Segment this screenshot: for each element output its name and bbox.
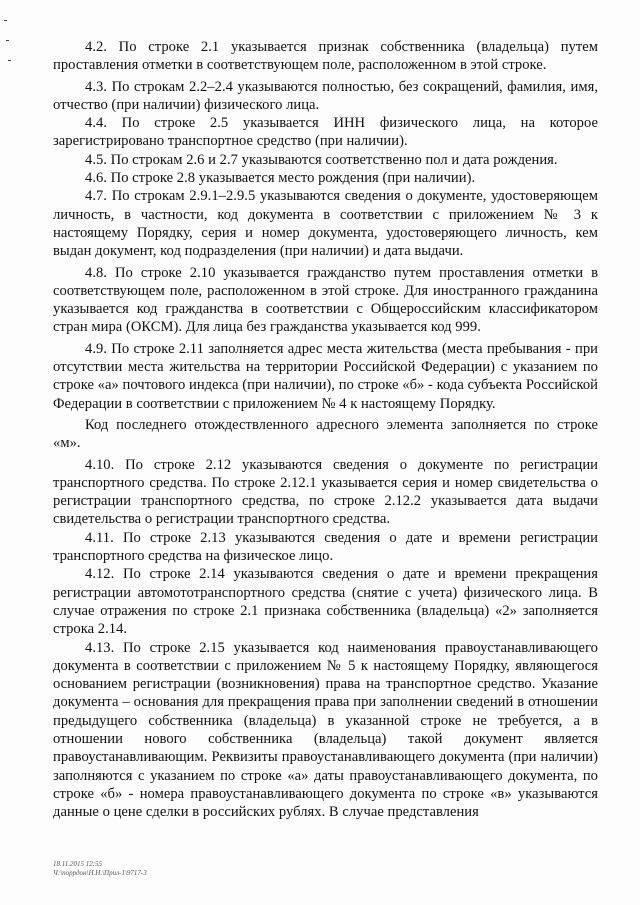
document-footer: [53, 860, 147, 878]
paragraph-address-code: Код последнего отождествленного адресного элемента заполняется по строке «м».: [53, 416, 598, 452]
document-body: [53, 38, 598, 821]
paragraph-4-13: 4.13. По строке 2.15 указывается код наименования правоустанавливающего документа в соответствии с приложением № 5 к настоящему Порядку, являющегося основанием регистрации (возникновения) права на транспортное средство. Указание документа – основания для прекращения права при заполнении сведений в отношении предыдущего собственника (владельца) в указанной строке не требуется, а в отношении нового собственника (владельца) такой документ является правоустанавливающим. Реквизиты правоустанавливающего документа (при наличии) заполняются с указанием по строке «а» даты правоустанавливающего документа, по строке «б» - номера правоустанавливающего документа по строке «в» указываются данные о цене сделки в российских рублях. В случае представления: [53, 639, 598, 821]
footer-file-path: Ч:\поррдон\Н.Н.\Прил-1\9717-3: [53, 869, 147, 877]
paragraph-4-2: 4.2. По строке 2.1 указывается признак собственника (владельца) путем проставления отметки в соответствующем поле, расположенном в этой строке.: [53, 39, 598, 74]
paragraph-4-10: 4.10. По строке 2.12 указываются сведения о документе по регистрации транспортного средства. По строке 2.12.1 указывается серия и номер свидетельства о регистрации транспортного средства, по строке 2.12.2 указывается дата выдачи свидетельства о регистрации транспортного средства.: [53, 456, 598, 528]
paragraph-4-4: 4.4. По строке 2.5 указывается ИНН физического лица, на которое зарегистрировано транспортное средство (при наличии).: [53, 115, 598, 150]
footer-timestamp: 18.11.2015 12:55: [53, 860, 103, 868]
paragraph-4-8: 4.8. По строке 2.10 указывается гражданство путем проставления отметки в соответствующем поле, расположенном в этой строке. Для иностранного гражданина указывается код гражданства в соответствии с Общероссийским классификатором стран мира (ОКСМ). Для лица без гражданства указывается код 999.: [53, 264, 598, 336]
paragraph-4-3: 4.3. По строкам 2.2–2.4 указываются полностью, без сокращений, фамилия, имя, отчество (при наличии) физического лица.: [53, 78, 598, 113]
margin-scan-mark: [8, 60, 11, 61]
paragraph-4-9: 4.9. По строке 2.11 заполняется адрес места жительства (места пребывания - при отсутствии места жительства на территории Российской Федерации) с указанием по строке «а» почтового индекса (при наличии), по строке «б» - кода субъекта Российской Федерации в соответствии с приложением № 4 к настоящему Порядку.: [53, 340, 598, 412]
paragraph-4-6: 4.6. По строке 2.8 указывается место рождения (при наличии).: [85, 170, 476, 187]
margin-scan-mark: [6, 40, 9, 41]
paragraph-4-7: 4.7. По строкам 2.9.1–2.9.5 указываются сведения о документе, удостоверяющем личность, в частности, код документа в соответствии с приложением № 3 к настоящему Порядку, серия и номер документа, удостоверяющего личность, кем выдан документ, код подразделения (при наличии) и дата выдачи.: [53, 188, 598, 260]
paragraph-4-5: 4.5. По строкам 2.6 и 2.7 указываются соответственно пол и дата рождения.: [85, 151, 558, 168]
margin-scan-mark: [4, 20, 7, 21]
paragraph-4-12: 4.12. По строке 2.14 указываются сведения о дате и времени прекращения регистрации автомототранспортного средства (снятие с учета) физического лица. В случае отражения по строке 2.1 признака собственника (владельца) «2» заполняется строка 2.14.: [53, 566, 598, 638]
paragraph-4-11: 4.11. По строке 2.13 указываются сведения о дате и времени регистрации транспортного средства на физическое лицо.: [53, 529, 598, 565]
